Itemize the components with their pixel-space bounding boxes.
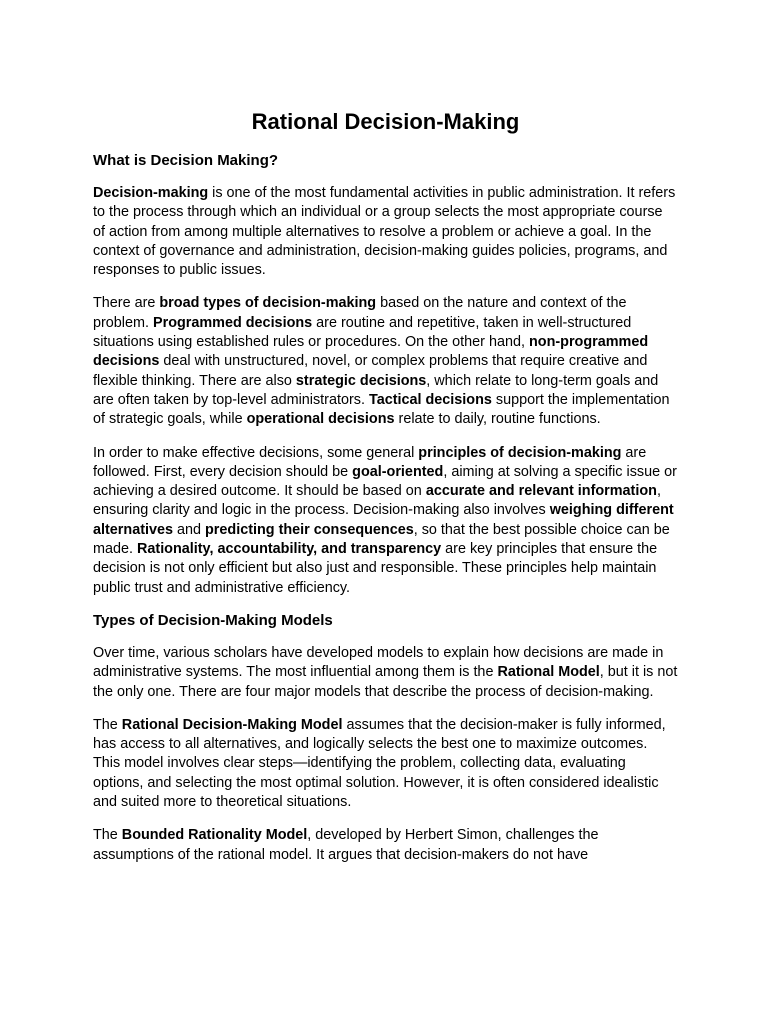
paragraph-definition <box>93 184 678 280</box>
text-run: Over time, various scholars have developed models to explain how decisions are made in administrative systems. The most influential among them is the <box>93 644 664 681</box>
bold-term: goal-oriented <box>352 463 444 480</box>
paragraph-rational-model <box>93 716 678 812</box>
bold-term: operational decisions <box>246 411 395 428</box>
text-run: , ensuring clarity and logic in the process. Decision-making also involves <box>93 483 661 519</box>
paragraph-types <box>93 294 678 429</box>
text-run: based on the nature and context of the problem. <box>93 295 627 331</box>
bold-term: predicting their consequences <box>205 521 414 538</box>
text-run: , which relate to long-term goals and are often taken by top-level administrators. <box>93 372 659 408</box>
text-run: deal with unstructured, novel, or complex problems that require creative and flexible thinking. There are also <box>93 353 648 389</box>
document-page <box>93 106 678 865</box>
bold-term: strategic decisions <box>295 372 427 389</box>
bold-term: Rational Model <box>497 664 600 681</box>
text-run: The <box>93 716 122 733</box>
bold-term: non-programmed decisions <box>93 334 649 370</box>
paragraph-bounded-rationality <box>93 826 678 865</box>
text-run: relate to daily, routine functions. <box>394 411 601 428</box>
text-run: , developed by Herbert Simon, challenges the assumptions of the rational model. It argues that decision-makers do not have <box>93 827 599 863</box>
text-run: , aiming at solving a specific issue or achieving a desired outcome. It should be based on <box>93 463 677 500</box>
text-run: support the implementation of strategic goals, while <box>93 391 670 428</box>
bold-term: principles of decision-making <box>418 444 622 461</box>
document-title: Rational Decision-Making <box>251 109 520 134</box>
bold-term: Rationality, accountability, and transparency <box>137 541 442 558</box>
text-run: In order to make effective decisions, some general <box>93 444 419 461</box>
text-run: , so that the best possible choice can be made. <box>93 521 670 558</box>
bold-term: Rational Decision-Making Model <box>121 716 343 733</box>
text-run: The <box>93 827 122 844</box>
text-run: is one of the most fundamental activities in public administration. It refers to the process through which an individual or a group selects the most appropriate course of action from among multiple alternatives to resolve a problem or achieve a goal. In the context of governance and administration, decision-making guides policies, programs, and responses to public issues. <box>93 185 676 279</box>
paragraph-models-intro <box>93 644 678 702</box>
text-run: are routine and repetitive, taken in well-structured situations using established rules or procedures. On the other hand, <box>93 314 632 351</box>
text-run: are key principles that ensure the decision is not only efficient but also just and responsible. These principles help maintain public trust and administrative efficiency. <box>93 541 658 596</box>
text-run: are followed. First, every decision should be <box>93 444 647 480</box>
bold-term: broad types of decision-making <box>159 295 377 312</box>
bold-term: Programmed decisions <box>153 314 313 331</box>
section-heading-what-is-decision-making: What is Decision Making? <box>93 152 279 169</box>
bold-term: Bounded Rationality Model <box>121 827 308 844</box>
bold-term: accurate and relevant information <box>425 483 657 500</box>
section-heading-types-of-models: Types of Decision-Making Models <box>93 611 333 629</box>
bold-term: Tactical decisions <box>368 391 492 408</box>
text-run: There are <box>93 295 160 312</box>
bold-term: Decision-making <box>93 185 209 201</box>
text-run: assumes that the decision-maker is fully informed, has access to all alternatives, and logically selects the best one to maximize outcomes. This model involves clear steps—identifying the problem, collecting data, evaluating options, and selecting the most optimal solution. However, it is often considered idealistic and suited more to theoretical situations. <box>93 716 666 811</box>
text-run: and <box>173 521 206 538</box>
bold-term: weighing different alternatives <box>93 502 674 538</box>
text-run: , but it is not the only one. There are four major models that describe the process of decision-making. <box>93 664 678 700</box>
paragraph-principles <box>93 444 678 598</box>
